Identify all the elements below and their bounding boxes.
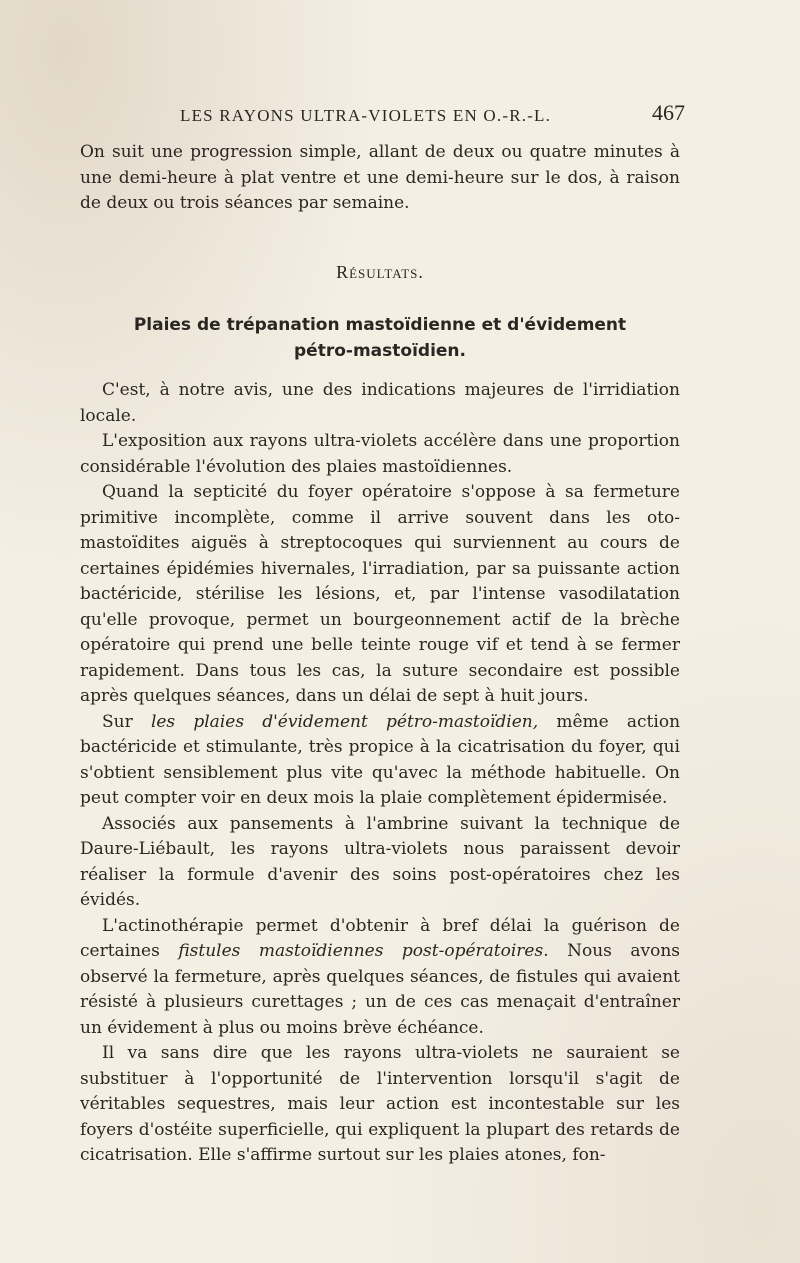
running-header (180, 100, 685, 130)
paragraph-1: C'est, à notre avis, une des indications majeures de l'irridiation locale. (80, 380, 680, 426)
page-number: 467 (652, 100, 685, 125)
paragraph-4 (80, 710, 680, 812)
section-title: Résultats. (336, 262, 424, 282)
intro-paragraph: On suit une progression simple, allant de deux ou quatre minutes à une demi-heure à plat ventre et une demi-heure sur le dos, à raison de deux ou trois séances par semaine. (80, 142, 680, 213)
paragraph-7: Il va sans dire que les rayons ultra-violets ne sauraient se substituer à l'opportunité de l'intervention lorsqu'il s'agit de véritables sequestres, mais leur action est incontestable sur les foyers d'ostéite superficielle, qui expliquent la plupart des retards de cicatrisation. Elle s'affirme surtout sur les plaies atones, fon- (80, 1043, 680, 1165)
running-title: LES RAYONS ULTRA-VIOLETS EN O.-R.-L. (180, 106, 552, 125)
paragraph-4-italic: les plaies d'évidement pétro-mastoïdien, (150, 711, 539, 732)
paragraph-4-start: Sur (102, 711, 151, 732)
paragraph-5: Associés aux pansements à l'ambrine suivant la technique de Daure-Liébault, les rayons ultra-violets nous paraissent devoir réaliser la formule d'avenir des soins post-opératoires chez les évidés. (80, 813, 680, 910)
paragraph-6-end: Nous avons observé la fermeture, après quelques séances, de fistules qui avaient résisté à plusieurs curettages ; un de ces cas menaçait d'entraîner un évidement à plus ou moins brève échéance. (80, 941, 681, 1038)
subheading: Plaies de trépanation mastoïdienne et d'évidement pétro-mastoïdien. (133, 315, 627, 361)
paragraph-4-end: même action bactéricide et stimulante, très propice à la cicatrisation du foyer, qui s'obtient sensiblement plus vite qu'avec la méthode habituelle. On peut compter voir en deux mois la plaie complètement épidermisée. (80, 711, 681, 808)
intro-block (80, 140, 680, 217)
paragraph-6-start: L'actinothérapie permet d'obtenir à bref délai la guérison de certaines (80, 915, 680, 961)
body-text (80, 378, 680, 1169)
paragraph-2: L'exposition aux rayons ultra-violets accélère dans une proportion considérable l'évolution des plaies mastoïdiennes. (80, 431, 680, 477)
paragraph-3: Quand la septicité du foyer opératoire s'oppose à sa fermeture primitive incomplète, comme il arrive souvent dans les oto-mastoïdites aiguës à streptocoques qui surviennent au cours de certaines épidémies hivernales, l'irradiation, par sa puissante action bactéricide, stérilise les lésions, et, par l'intense vasodilatation qu'elle provoque, permet un bourgeonnement actif de la brèche opératoire qui prend une belle teinte rouge vif et tend à se fermer rapidement. Dans tous les cas, la suture secondaire est possible après quelques séances, dans un délai de sept à huit jours. (80, 482, 680, 706)
paragraph-6 (80, 914, 680, 1042)
paragraph-6-italic: fistules mastoïdiennes post-opératoires. (178, 941, 549, 961)
